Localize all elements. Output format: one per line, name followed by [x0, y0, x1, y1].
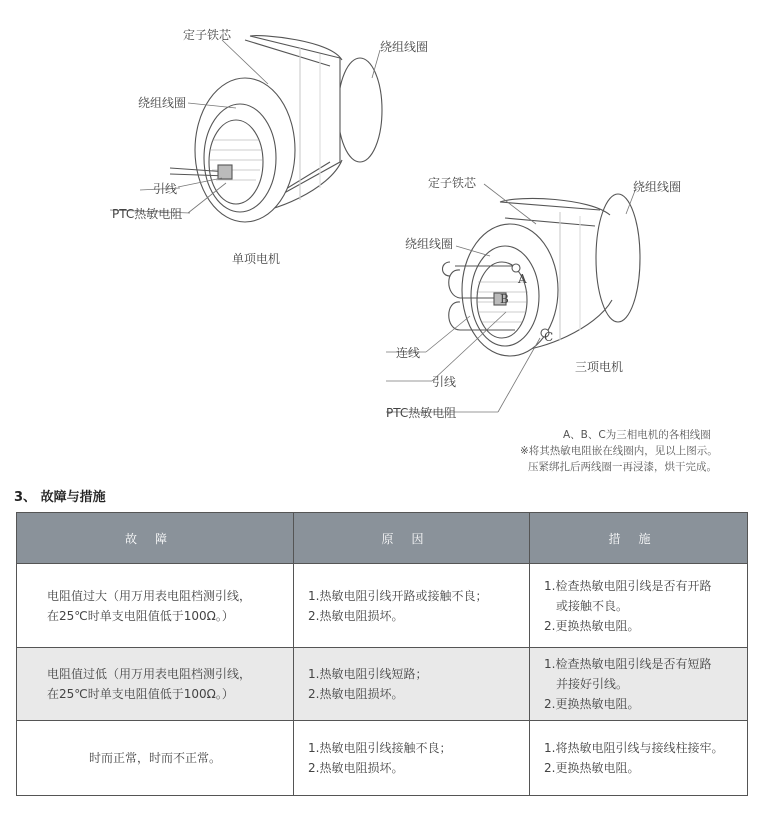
note-line-3: 压紧绑扎后两线圈一再浸漆，烘干完成。	[528, 461, 717, 473]
table-row	[17, 648, 748, 721]
single-winding-left-label: 绕组线圈	[138, 96, 187, 110]
single-lead-label: 引线	[153, 182, 178, 196]
cell-line: 2.热敏电阻损坏。	[308, 687, 404, 701]
header-fault: 故障	[17, 513, 294, 564]
three-motor-caption: 三项电机	[575, 360, 624, 374]
cell-line: 1.将热敏电阻引线与接线柱接牢。	[544, 741, 724, 755]
single-phase-motor-drawing	[170, 36, 382, 222]
measure-cell	[530, 564, 748, 648]
cause-cell	[294, 564, 530, 648]
cell-line: 在25℃时单支电阻值低于100Ω。）	[47, 608, 234, 623]
cell-line: 1.热敏电阻引线开路或接触不良；	[308, 588, 488, 603]
phase-b-label: B	[500, 292, 509, 306]
cell-line: 1.检查热敏电阻引线是否有开路	[544, 578, 712, 593]
single-winding-right-label: 绕组线圈	[380, 40, 429, 54]
three-winding-right-label: 绕组线圈	[633, 180, 682, 194]
measure-cell	[530, 648, 748, 721]
cell-line: 电阻值过低（用万用表电阻档测引线，	[47, 667, 252, 681]
fault-cell	[17, 564, 294, 648]
fault-cell	[17, 648, 294, 721]
single-ptc-label: PTC热敏电阻	[112, 207, 183, 221]
fault-cell	[17, 721, 294, 796]
table-row	[17, 564, 748, 648]
cell-line: 2.更换热敏电阻。	[544, 761, 640, 775]
cell-line: 2.热敏电阻损坏。	[308, 608, 404, 623]
header-cause: 原因	[294, 513, 530, 564]
three-winding-left-label: 绕组线圈	[405, 237, 454, 251]
cell-line: 1.检查热敏电阻引线是否有短路	[544, 657, 712, 671]
single-motor-caption: 单项电机	[232, 252, 281, 266]
phase-c-label: C	[544, 330, 554, 344]
cause-cell	[294, 648, 530, 721]
cell-line: 1.热敏电阻引线接触不良；	[308, 741, 452, 755]
cell-line: 2.更换热敏电阻。	[544, 697, 640, 711]
cell-line: 1.热敏电阻引线短路；	[308, 667, 428, 681]
three-stator-label: 定子铁芯	[428, 176, 477, 190]
section-title: 3、 故障与措施	[14, 490, 106, 505]
three-link-label: 连线	[396, 346, 421, 360]
three-lead-label: 引线	[432, 375, 457, 389]
cell-line: 2.更换热敏电阻。	[544, 618, 640, 633]
note-line-1: A、B、C为三相电机的各相线圈	[563, 429, 711, 441]
table-row	[17, 721, 748, 796]
cell-line: 或接触不良。	[556, 598, 629, 613]
header-measure: 措施	[530, 513, 748, 564]
three-ptc-label: PTC热敏电阻	[386, 406, 457, 420]
measure-cell	[530, 721, 748, 796]
single-stator-label: 定子铁芯	[183, 28, 232, 42]
cell-line: 电阻值过大（用万用表电阻档测引线，	[47, 588, 252, 603]
note-line-2: ※将其热敏电阻嵌在线圈内，见以上图示。	[520, 445, 718, 457]
fault-table	[16, 512, 748, 796]
cell-line: 在25℃时单支电阻值低于100Ω。）	[47, 687, 234, 701]
three-phase-motor-drawing	[443, 194, 641, 356]
table-header-row	[17, 513, 748, 564]
cause-cell	[294, 721, 530, 796]
cell-line: 2.热敏电阻损坏。	[308, 761, 404, 775]
cell-line: 并接好引线。	[556, 677, 629, 691]
cell-line: 时而正常，时而不正常。	[88, 751, 221, 765]
phase-a-label: A	[518, 272, 527, 286]
